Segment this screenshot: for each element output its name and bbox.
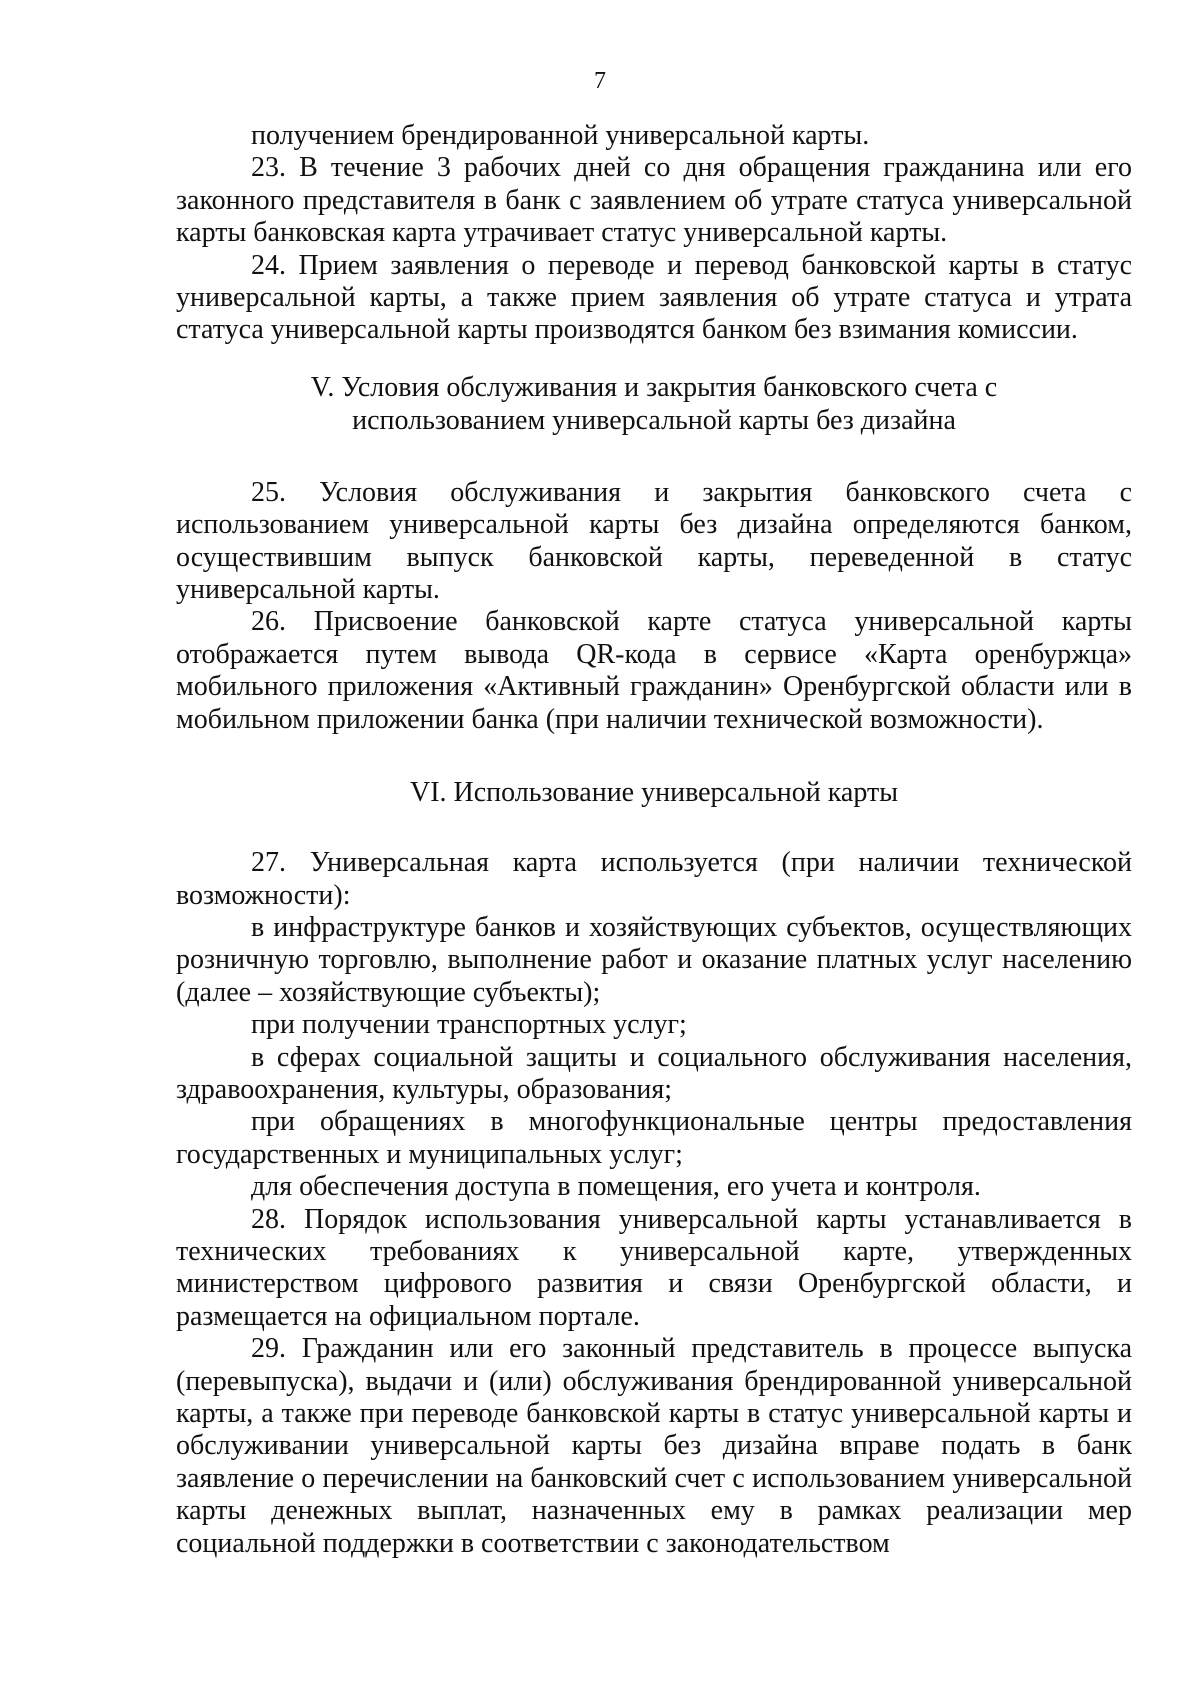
paragraph-25: 25. Условия обслуживания и закрытия банковского счета с использованием универсальной карты без дизайна определяются банком, осуществившим выпуск банковской карты, переведенной в статус универсальной карты. (176, 476, 1132, 606)
paragraph-28: 28. Порядок использования универсальной карты устанавливается в технических требованиях к универсальной карте, утвержденных министерством цифрового развития и связи Оренбургской области, и размещается на официальном портале. (176, 1203, 1132, 1332)
paragraph-26: 26. Присвоение банковской карте статуса универсальной карты отображается путем вывода QR-кода в сервисе «Карта оренбуржца» мобильного приложения «Активный гражданин» Оренбургской области или в мобильном приложении банка (при наличии технической возможности). (176, 606, 1132, 735)
section-heading-5-line-2: использованием универсальной карты без дизайна (352, 404, 956, 436)
paragraph-27-item-access: для обеспечения доступа в помещения, его учета и контроля. (251, 1171, 981, 1203)
paragraph-27-item-transport: при получении транспортных услуг; (251, 1009, 687, 1041)
section-heading-5 (176, 371, 1132, 437)
paragraph-27-item-mfc: при обращениях в многофункциональные центры предоставления государственных и муниципальных услуг; (176, 1106, 1132, 1170)
page-number: 7 (594, 68, 606, 94)
section-heading-5-line-1: V. Условия обслуживания и закрытия банковского счета с (310, 371, 998, 403)
paragraph-27-item-infrastructure: в инфраструктуре банков и хозяйствующих субъектов, осуществляющих розничную торговлю, выполнение работ и оказание платных услуг населению (далее – хозяйствующие субъекты); (176, 911, 1132, 1008)
paragraph-27: 27. Универсальная карта используется (при наличии технической возможности): (176, 847, 1132, 911)
paragraph-27-item-social: в сферах социальной защиты и социального обслуживания населения, здравоохранения, культуры, образования; (176, 1041, 1132, 1105)
document-body (176, 120, 1132, 1560)
paragraph-continuation: получением брендированной универсальной карты. (251, 120, 870, 151)
paragraph-29: 29. Гражданин или его законный представитель в процессе выпуска (перевыпуска), выдачи и (или) обслуживания брендированной универсальной карты, а также при переводе банковской карты в статус универсальной карты и обслуживании универсальной карты без дизайна вправе подать в банк заявление о перечислении на банковский счет с использованием универсальной карты денежных выплат, назначенных ему в рамках реализации мер социальной поддержки в соответствии с законодательством (176, 1333, 1132, 1559)
section-heading-6: VI. Использование универсальной карты (409, 777, 899, 809)
paragraph-24: 24. Прием заявления о переводе и перевод банковской карты в статус универсальной карты, а также прием заявления об утрате статуса и утрата статуса универсальной карты производятся банком без взимания комиссии. (176, 249, 1132, 346)
paragraph-23: 23. В течение 3 рабочих дней со дня обращения гражданина или его законного представителя в банк с заявлением об утрате статуса универсальной карты банковская карта утрачивает статус универсальной карты. (176, 152, 1132, 249)
